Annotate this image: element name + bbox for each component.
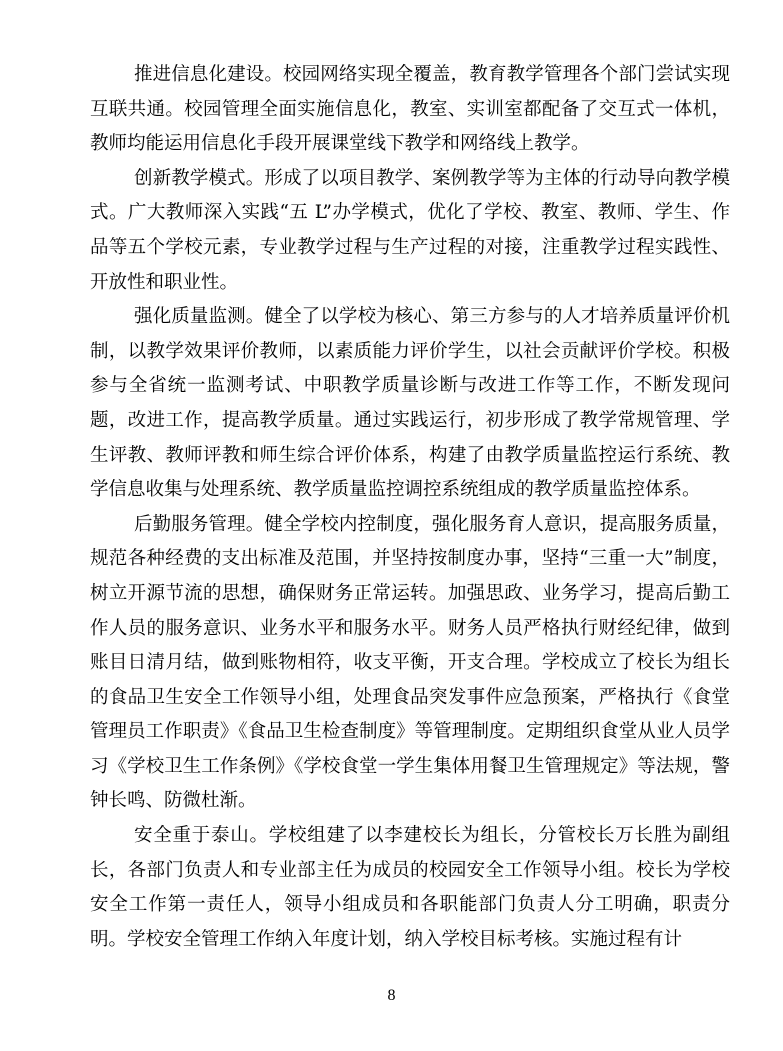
page-number: 8 — [387, 987, 396, 1004]
paragraph-quality-monitoring: 强化质量监测。健全了以学校为核心、第三方参与的人才培养质量评价机制，以教学效果评价教师，以素质能力评价学生，以社会贡献评价学校。积极参与全省统一监测考试、中职教学质量诊断与改进工作等工作，不断发现问题，改进工作，提高教学质量。通过实践运行，初步形成了教学常规管理、学生评教、教师评教和师生综合评价体系，构建了由教学质量监控运行系统、教学信息收集与处理系统、教学质量监控调控系统组成的教学质量监控体系。 — [90, 306, 730, 501]
paragraph-teaching-mode: 创新教学模式。形成了以项目教学、案例教学等为主体的行动导向教学模式。广大教师深入实践“五 L”办学模式，优化了学校、教室、教师、学生、作品等五个学校元素，专业教学过程与生产过程的对接，注重教学过程实践性、开放性和职业性。 — [90, 167, 730, 293]
paragraph-informatization: 推进信息化建设。校园网络实现全覆盖，教育教学管理各个部门尝试实现互联共通。校园管理全面实施信息化，教室、实训室都配备了交互式一体机，教师均能运用信息化手段开展课堂线下教学和网络线上教学。 — [90, 64, 730, 155]
paragraph-logistics-service: 后勤服务管理。健全学校内控制度，强化服务育人意识，提高服务质量，规范各种经费的支出标准及范围，并坚持按制度办事，坚持“三重一大”制度，树立开源节流的思想，确保财务正常运转。加强思政、业务学习，提高后勤工作人员的服务意识、业务水平和服务水平。财务人员严格执行财经纪律，做到账目日清月结，做到账物相符，收支平衡，开支合理。学校成立了校长为组长的食品卫生安全工作领导小组，处理食品突发事件应急预案，严格执行《食堂管理员工作职责》《食品卫生检查制度》等管理制度。定期组织食堂从业人员学习《学校卫生工作条例》《学校食堂一学生集体用餐卫生管理规定》等法规，警钟长鸣、防微杜渐。 — [90, 513, 730, 812]
paragraph-campus-safety: 安全重于泰山。学校组建了以李建校长为组长，分管校长万长胜为副组长，各部门负责人和专业部主任为成员的校园安全工作领导小组。校长为学校安全工作第一责任人，领导小组成员和各职能部门负责人分工明确，职责分明。学校安全管理工作纳入年度计划，纳入学校目标考核。实施过程有计 — [90, 825, 730, 950]
body-text — [90, 58, 730, 957]
